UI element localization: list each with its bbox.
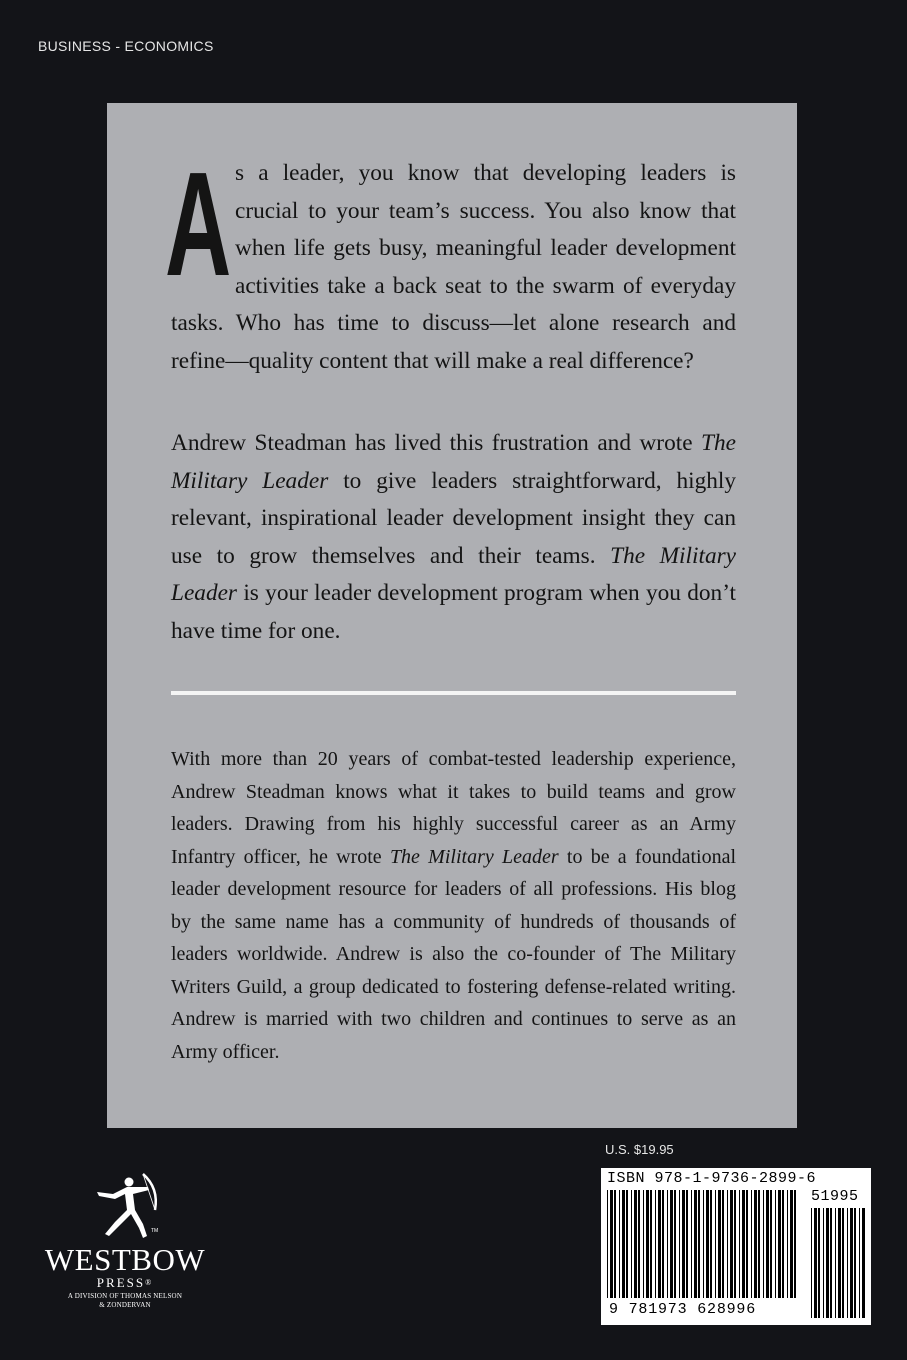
blurb-paragraph-1 bbox=[165, 142, 736, 381]
bio-text-2: to be a foundational leader development resource for leaders of all professions. His blog by the same name has a community of hundreds of thousands of leaders worldwide. Andrew is also the co-founder of The Military Writers Guild, a group dedicated to fostering defense-related writing. Andrew is married with two children and continues to serve as an Army officer. bbox=[171, 845, 737, 1063]
price-addon-number: 51995 bbox=[811, 1188, 859, 1205]
barcode-bar bbox=[751, 1190, 752, 1298]
divider-rule bbox=[171, 691, 736, 695]
book-title: The Military Leader bbox=[389, 845, 559, 868]
barcode-bar bbox=[842, 1208, 844, 1318]
isbn-barcode bbox=[601, 1168, 871, 1325]
barcode-bar bbox=[770, 1190, 772, 1298]
barcode-bar bbox=[698, 1190, 700, 1298]
barcode-bar bbox=[835, 1208, 836, 1318]
barcode-bar bbox=[710, 1190, 712, 1298]
barcode-bar bbox=[826, 1208, 829, 1318]
book-title: The Military Leader bbox=[171, 542, 737, 607]
barcode-bar bbox=[734, 1190, 736, 1298]
barcode-bar bbox=[746, 1190, 748, 1298]
barcode-bar bbox=[646, 1190, 649, 1298]
barcode-bar bbox=[694, 1190, 697, 1298]
barcode-bar bbox=[691, 1190, 692, 1298]
barcode-bar bbox=[823, 1208, 824, 1318]
barcode-bar bbox=[766, 1190, 769, 1298]
barcode-bar bbox=[847, 1208, 848, 1318]
barcode-bar bbox=[622, 1190, 625, 1298]
barcode-bar bbox=[679, 1190, 680, 1298]
barcode-bar bbox=[674, 1190, 676, 1298]
barcode-bar bbox=[818, 1208, 820, 1318]
publisher-logo bbox=[30, 1170, 220, 1310]
back-cover-panel bbox=[107, 103, 797, 1128]
blurb-text-2a: Andrew Steadman has lived this frustration and wrote bbox=[171, 430, 693, 456]
barcode-bar bbox=[811, 1208, 812, 1318]
barcode-bar bbox=[775, 1190, 776, 1298]
barcode-bar bbox=[859, 1208, 860, 1318]
book-title: The Military Leader bbox=[171, 430, 736, 494]
barcode-bar bbox=[667, 1190, 668, 1298]
barcode-bar bbox=[631, 1190, 632, 1298]
barcode-bar bbox=[638, 1190, 640, 1298]
barcode-bar bbox=[670, 1190, 673, 1298]
barcode-bar bbox=[610, 1190, 613, 1298]
blurb-paragraph-2 bbox=[171, 425, 736, 651]
barcode-bar bbox=[782, 1190, 784, 1298]
barcode-bar bbox=[778, 1190, 781, 1298]
blurb-text-1: s a leader, you know that developing leaders is crucial to your team’s success. You also know that when life gets busy, meaningful leader development activities take a back seat to the swarm of everyday tasks. Who has time to discuss—let alone research and refine—quality content that will make a real difference? bbox=[171, 160, 736, 374]
barcode-bar bbox=[794, 1190, 796, 1298]
barcode-bar bbox=[650, 1190, 652, 1298]
publisher-name: WESTBOW bbox=[44, 1242, 206, 1277]
barcode-bar bbox=[682, 1190, 685, 1298]
barcode-bar bbox=[862, 1208, 865, 1318]
svg-text:TM: TM bbox=[151, 1228, 159, 1234]
barcode-bar bbox=[838, 1208, 841, 1318]
publisher-division: A DIVISION OF THOMAS NELSON & ZONDERVAN bbox=[67, 1292, 183, 1309]
barcode-bar bbox=[686, 1190, 688, 1298]
barcode-bar bbox=[718, 1190, 721, 1298]
blurb-text-2c: is your leader development program when you don’t have time for one. bbox=[171, 580, 737, 644]
price-label: U.S. $19.95 bbox=[605, 1142, 674, 1157]
barcode-bar bbox=[758, 1190, 760, 1298]
barcode-bar bbox=[658, 1190, 661, 1298]
isbn-number: ISBN 978-1-9736-2899-6 bbox=[607, 1170, 817, 1187]
barcode-bar bbox=[739, 1190, 740, 1298]
archer-icon bbox=[85, 1170, 165, 1242]
drop-cap: A bbox=[165, 142, 232, 307]
barcode-bar bbox=[763, 1190, 764, 1298]
barcode-bar bbox=[655, 1190, 656, 1298]
barcode-bar bbox=[854, 1208, 856, 1318]
publisher-sub: PRESS® bbox=[96, 1275, 154, 1290]
barcode-bar bbox=[790, 1190, 793, 1298]
barcode-bar bbox=[722, 1190, 724, 1298]
barcode-bar bbox=[626, 1190, 628, 1298]
barcode-bar bbox=[643, 1190, 644, 1298]
barcode-bar bbox=[742, 1190, 745, 1298]
barcode-bar bbox=[754, 1190, 757, 1298]
barcode-bar bbox=[850, 1208, 853, 1318]
barcode-bar bbox=[727, 1190, 728, 1298]
blurb-text-2b: to give leaders straightforward, highly relevant, inspirational leader development insight they can use to grow themselves and their teams. bbox=[171, 467, 736, 569]
barcode-bar bbox=[619, 1190, 620, 1298]
barcode-bar bbox=[730, 1190, 733, 1298]
barcode-bar bbox=[662, 1190, 664, 1298]
bio-text-1: With more than 20 years of combat-tested leadership experience, Andrew Steadman knows what it takes to build teams and grow leaders. Drawing from his highly successful career as an Army Infantry officer, he wrote bbox=[171, 748, 736, 868]
barcode-bar bbox=[830, 1208, 832, 1318]
barcode-bar bbox=[614, 1190, 616, 1298]
category-label: BUSINESS - ECONOMICS bbox=[38, 38, 214, 54]
ean-number: 9 781973 628996 bbox=[609, 1301, 757, 1318]
barcode-bar bbox=[814, 1208, 817, 1318]
barcode-bar bbox=[715, 1190, 716, 1298]
barcode-bar bbox=[634, 1190, 637, 1298]
barcode-bar bbox=[703, 1190, 704, 1298]
barcode-bar bbox=[706, 1190, 709, 1298]
barcode-bar bbox=[607, 1190, 608, 1298]
author-bio bbox=[171, 743, 736, 1068]
barcode-bar bbox=[787, 1190, 788, 1298]
